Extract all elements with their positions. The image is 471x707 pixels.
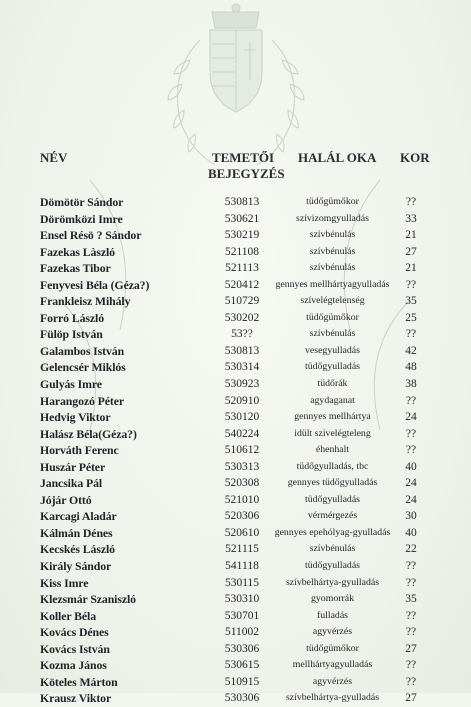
- row-name: Kovács István: [40, 641, 110, 656]
- row-grave-entry: 530219: [224, 229, 260, 242]
- row-grave-entry: 521010: [224, 493, 260, 506]
- header-cause: HALÁL OKA: [298, 150, 377, 165]
- row-name: Huszár Péter: [40, 459, 106, 474]
- row-grave-entry: 520412: [224, 278, 260, 291]
- row-age: 48: [405, 361, 417, 374]
- row-grave-entry: 530310: [224, 593, 260, 606]
- row-grave-entry: 520306: [224, 510, 260, 523]
- row-grave-entry: 530306: [224, 642, 260, 655]
- row-grave-entry: 530621: [224, 212, 260, 225]
- row-name: Gulyás Imre: [40, 377, 102, 392]
- row-grave-entry: 521113: [225, 262, 259, 275]
- table-row: [0, 508, 471, 525]
- row-name: Kovács Dénes: [40, 625, 109, 640]
- row-cause: vérmérgezés: [307, 510, 358, 522]
- row-grave-entry: 530813: [224, 196, 260, 208]
- row-grave-entry: 53??: [231, 328, 253, 341]
- row-age: 33: [405, 212, 417, 225]
- row-grave-entry: 510612: [224, 444, 260, 457]
- row-name: Koller Béla: [40, 608, 97, 623]
- row-cause: tüdőrák: [317, 378, 348, 390]
- row-cause: szívbénulás: [309, 245, 356, 257]
- row-age: ??: [405, 659, 417, 672]
- row-cause: mellhártyagyulladás: [292, 659, 373, 671]
- row-grave-entry: 530314: [224, 361, 260, 374]
- row-age: ??: [405, 609, 417, 622]
- row-cause: fulladás: [316, 609, 348, 621]
- row-age: ??: [405, 427, 417, 440]
- row-cause: szívbénulás: [309, 328, 356, 340]
- row-cause: vesegyulladás: [305, 344, 360, 356]
- row-grave-entry: 530615: [224, 659, 260, 672]
- row-age: 24: [405, 493, 417, 506]
- row-grave-entry: 530120: [224, 411, 260, 424]
- row-cause: szívbénulás: [309, 229, 356, 241]
- table-row: [0, 426, 471, 443]
- header-grave-entry: [208, 150, 285, 182]
- table-row: [0, 260, 471, 277]
- row-age: 27: [405, 692, 417, 705]
- row-name: Kálmán Dénes: [40, 525, 113, 540]
- header-grave-line1: TEMETŐI: [211, 150, 275, 165]
- row-grave-entry: 530306: [224, 692, 260, 705]
- row-cause: szívizomgyulladás: [296, 212, 369, 224]
- row-grave-entry: 521115: [225, 543, 259, 556]
- header-grave-line2: BEJEGYZÉS: [208, 166, 285, 181]
- row-grave-entry: 530813: [224, 344, 260, 357]
- table-row: [0, 376, 471, 393]
- row-age: 35: [405, 295, 417, 308]
- row-age: 24: [405, 411, 417, 424]
- row-cause: szívelégtelenség: [300, 295, 365, 307]
- row-name: Forró László: [40, 310, 104, 325]
- row-cause: tüdőgümőkor: [306, 642, 359, 654]
- row-name: Harangozó Péter: [40, 393, 124, 408]
- header-age: KOR: [400, 150, 430, 165]
- table-row: [0, 211, 471, 228]
- row-cause: agydaganat: [310, 394, 355, 406]
- record-table: [0, 194, 471, 707]
- row-grave-entry: 511002: [224, 626, 260, 639]
- row-age: 30: [405, 510, 417, 523]
- row-name: Kozma János: [40, 658, 107, 673]
- table-row: [0, 624, 471, 641]
- row-cause: gennyes mellhártya: [294, 411, 371, 423]
- table-row: [0, 541, 471, 558]
- row-cause: gennyes tüdőgyulladás: [287, 477, 378, 489]
- row-name: Galambos István: [40, 343, 125, 358]
- row-cause: agyvérzés: [312, 675, 353, 687]
- table-row: [0, 442, 471, 459]
- row-grave-entry: 510915: [224, 675, 260, 688]
- row-grave-entry: 530115: [224, 576, 260, 589]
- row-name: Fazekas Tibor: [40, 261, 111, 276]
- row-name: Fazekas Làszló: [40, 244, 115, 259]
- row-age: ??: [405, 576, 417, 589]
- table-row: [0, 343, 471, 360]
- row-cause: éhenhalt: [315, 444, 350, 456]
- table-row: [0, 591, 471, 608]
- row-name: Horváth Ferenc: [40, 443, 119, 458]
- row-age: ??: [405, 560, 417, 573]
- row-name: Gelencsér Miklós: [40, 360, 126, 375]
- row-cause: tüdőgümőkor: [306, 196, 359, 207]
- row-cause: gennyes mellhártyagyulladás: [275, 278, 390, 290]
- table-row: [0, 525, 471, 542]
- row-cause: szívbénulás: [309, 543, 356, 555]
- row-name: Dömötör Sándor: [40, 195, 124, 209]
- table-row: [0, 558, 471, 575]
- row-grave-entry: 541118: [225, 560, 259, 573]
- table-row: [0, 674, 471, 691]
- row-age: ??: [405, 328, 417, 341]
- row-cause: szívbelhártya-gyulladás: [285, 576, 380, 588]
- table-row: [0, 393, 471, 410]
- row-name: Frankleisz Mihály: [40, 294, 131, 309]
- row-name: Hedvig Viktor: [40, 410, 111, 425]
- table-row: [0, 293, 471, 310]
- row-cause: tüdőgyulladás, tbc: [296, 460, 369, 472]
- row-cause: szívbénulás: [309, 262, 356, 274]
- row-cause: tüdőgyulladás: [305, 560, 360, 572]
- row-grave-entry: 530701: [224, 609, 260, 622]
- row-name: Karcagi Aladár: [40, 509, 117, 524]
- row-cause: agyvérzés: [312, 626, 353, 638]
- table-row: [0, 657, 471, 674]
- row-name: Kiss Imre: [40, 575, 89, 590]
- row-grave-entry: 520308: [224, 477, 260, 490]
- row-cause: szívbelhártya-gyulladás: [285, 692, 380, 704]
- row-age: 42: [405, 344, 417, 357]
- row-grave-entry: 530313: [224, 460, 260, 473]
- row-name: Köteles Márton: [40, 674, 118, 689]
- row-name: Dörömközi Imre: [40, 211, 123, 226]
- table-row: [0, 492, 471, 509]
- row-age: ??: [405, 278, 417, 291]
- row-grave-entry: 520610: [224, 526, 260, 539]
- row-age: 24: [405, 477, 417, 490]
- row-cause: tüdőgyulladás: [305, 361, 360, 373]
- table-row: [0, 359, 471, 376]
- row-age: 25: [405, 311, 417, 324]
- table-row: [0, 641, 471, 658]
- table-row: [0, 575, 471, 592]
- row-name: Fenyvesi Béla (Géza?): [40, 277, 150, 292]
- row-cause: idült szívelégteleng: [294, 427, 371, 439]
- row-grave-entry: 521108: [224, 245, 260, 258]
- table-row: [0, 244, 471, 261]
- row-age: ??: [405, 394, 417, 407]
- row-cause: gennyes epehólyag-gyulladás: [274, 526, 391, 538]
- row-age: 21: [405, 229, 417, 242]
- row-age: ??: [405, 626, 417, 639]
- table-row: [0, 608, 471, 625]
- row-age: ??: [405, 675, 417, 688]
- row-name: Király Sándor: [40, 559, 112, 574]
- row-age: 40: [405, 460, 417, 473]
- row-age: 27: [405, 642, 417, 655]
- row-name: Jancsika Pál: [40, 476, 103, 491]
- table-row: [0, 310, 471, 327]
- table-row: [0, 227, 471, 244]
- table-row: [0, 459, 471, 476]
- row-cause: tüdőgyulladás: [305, 493, 360, 505]
- header-name: NÉV: [40, 150, 68, 165]
- table-row: [0, 194, 471, 211]
- row-grave-entry: 530923: [224, 378, 260, 391]
- row-name: Jójár Ottó: [40, 492, 92, 507]
- row-cause: gyomorrák: [311, 593, 354, 605]
- row-name: Klezsmár Szaniszló: [40, 592, 136, 607]
- table-row: [0, 475, 471, 492]
- row-age: 38: [405, 378, 417, 391]
- row-name: Halász Béla(Géza?): [40, 426, 137, 441]
- row-name: Ensel Résö ? Sándor: [40, 228, 142, 243]
- table-header: [0, 148, 471, 188]
- row-grave-entry: 540224: [224, 427, 260, 440]
- row-age: ??: [405, 444, 417, 457]
- table-row: [0, 409, 471, 426]
- row-grave-entry: 530202: [224, 311, 260, 324]
- row-grave-entry: 520910: [224, 394, 260, 407]
- row-grave-entry: 510729: [224, 295, 260, 308]
- row-age: 22: [405, 543, 417, 556]
- table-row: [0, 277, 471, 294]
- row-name: Kecskés László: [40, 542, 115, 557]
- row-age: 27: [405, 245, 417, 258]
- row-age: 21: [405, 262, 417, 275]
- row-age: ??: [405, 196, 417, 208]
- row-age: 35: [405, 593, 417, 606]
- row-cause: tüdőgümőkor: [306, 311, 359, 323]
- row-age: 40: [405, 526, 417, 539]
- row-name: Fülöp István: [40, 327, 103, 342]
- table-row: [0, 326, 471, 343]
- row-name: Krausz Viktor: [40, 691, 112, 706]
